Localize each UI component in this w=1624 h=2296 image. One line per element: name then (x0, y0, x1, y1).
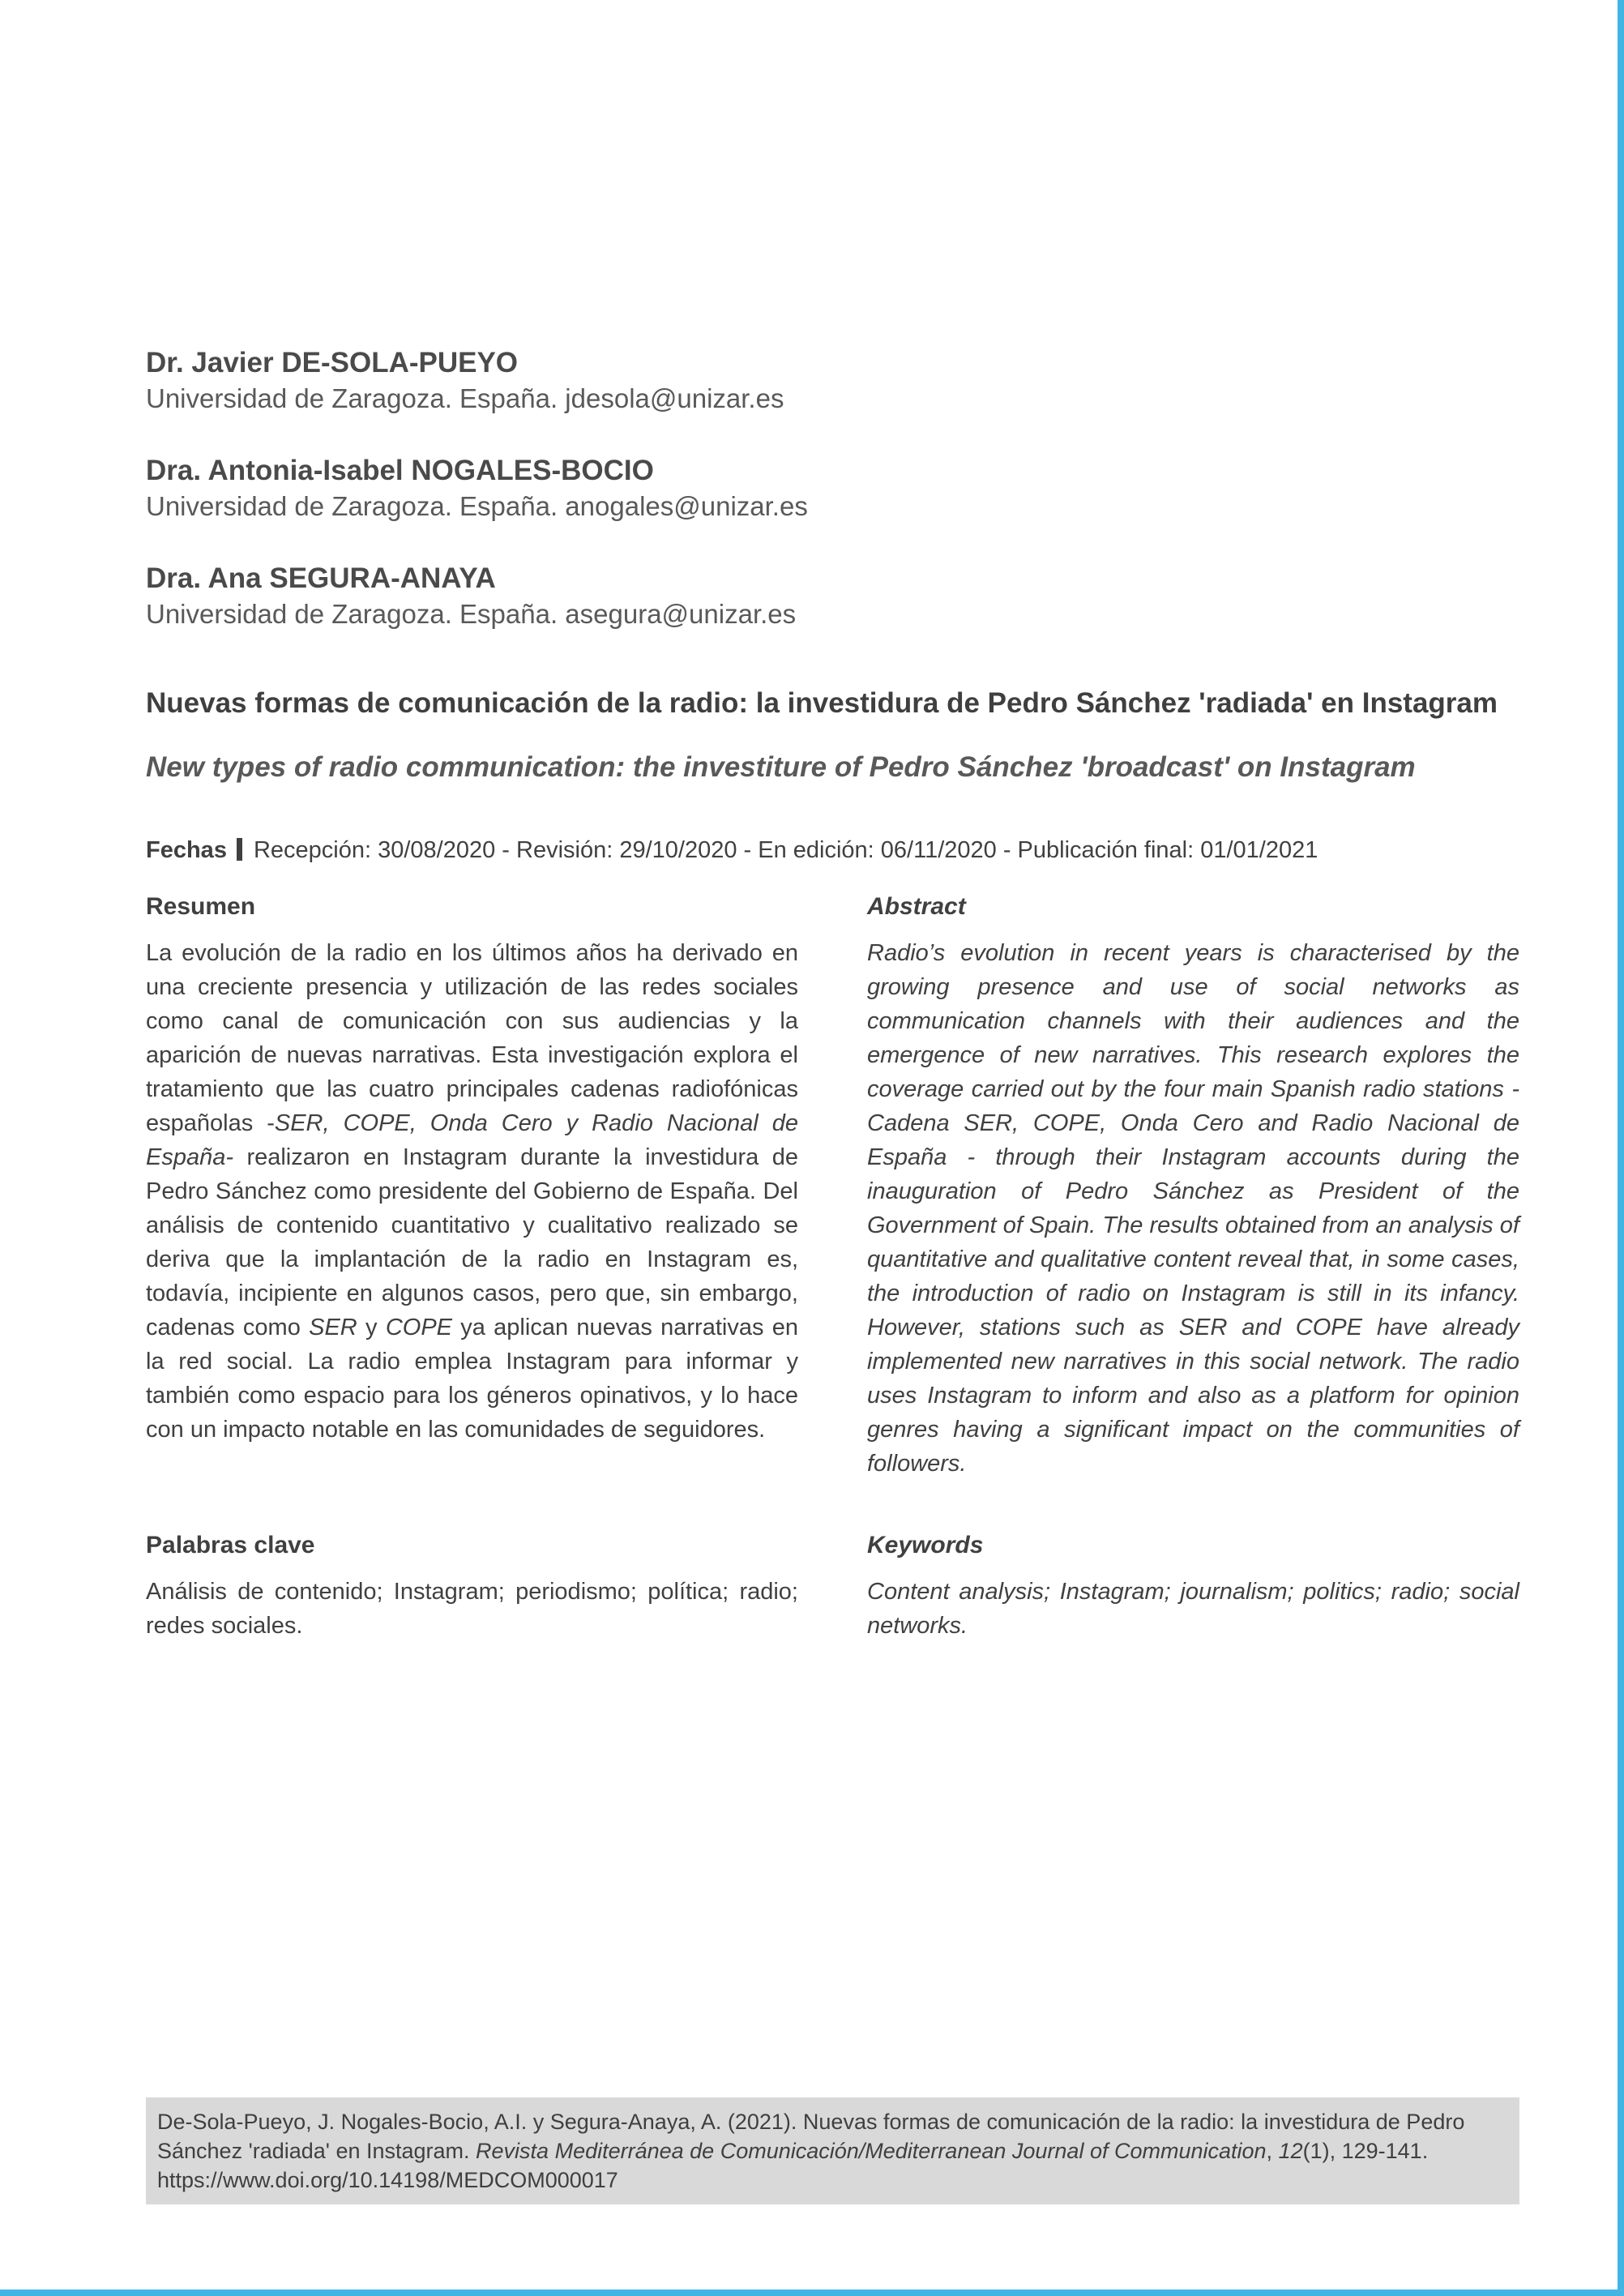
keywords-heading: Keywords (867, 1532, 984, 1558)
text-segment: ya aplican nuevas narrativas en la red social. La radio emplea Instagram para informar y también como espacio para los géneros opinativos, y lo hace con un impacto notable en las comunidades de seguidores. (146, 1315, 798, 1443)
text-segment: COPE (385, 1315, 452, 1340)
author-name: Dra. Antonia-Isabel NOGALES-BOCIO (146, 455, 654, 486)
article-title-spanish: Nuevas formas de comunicación de la radio: la investidura de Pedro Sánchez 'radiada' en Instagram (146, 687, 1498, 719)
dates-label: Fechas (146, 837, 227, 863)
abstract-heading: Abstract (867, 893, 966, 920)
dates-separator-bar (237, 838, 242, 861)
author-name: Dra. Ana SEGURA-ANAYA (146, 562, 496, 594)
palabras-clave-body: Análisis de contenido; Instagram; periodismo; política; radio; redes sociales. (146, 1579, 798, 1639)
text-segment: , (1266, 2139, 1279, 2163)
text-segment: SER (309, 1315, 357, 1340)
text-segment: De-Sola-Pueyo, J. Nogales-Bocio, A.I. y Segura-Anaya, A. (2021). Nuevas formas de comunicación de la radio: la investidura de Pedro Sánchez 'radiada' en Instagram. (157, 2110, 1465, 2163)
author-affiliation: Universidad de Zaragoza. España. jdesola@unizar.es (146, 383, 784, 413)
resumen-body (146, 936, 798, 1481)
author-name: Dr. Javier DE-SOLA-PUEYO (146, 347, 519, 378)
text-segment: realizaron en Instagram durante la investidura de Pedro Sánchez como presidente del Gobierno de España. Del análisis de contenido cuantitativo y cualitativo realizado se deriva que la implantación de la radio en Instagram es, todavía, incipiente en algunos casos, pero que, sin embargo, cadenas como (146, 1144, 798, 1340)
palabras-clave-heading: Palabras clave (146, 1532, 315, 1558)
resumen-heading: Resumen (146, 893, 256, 920)
text-segment: Revista Mediterránea de Comunicación/Mediterranean Journal of Communication (476, 2139, 1267, 2163)
author-block (146, 559, 1519, 631)
text-segment: La evolución de la radio en los últimos años ha derivado en una creciente presencia y utilización de las redes sociales como canal de comunicación con sus audiencias y la aparición de nuevas narrativas. Esta investigación explora el tratamiento que las cuatro principales cadenas radiofónicas españolas - (146, 940, 798, 1136)
dates-line (146, 834, 1519, 866)
accent-line-bottom (0, 2290, 1624, 2296)
author-block (146, 344, 1519, 415)
text-segment: SER, COPE, Onda Cero y Radio Nacional de España- (146, 1110, 798, 1170)
citation-box (146, 2097, 1519, 2204)
author-affiliation: Universidad de Zaragoza. España. asegura@unizar.es (146, 599, 797, 629)
text-segment: (1), 129-141. (1302, 2139, 1429, 2163)
article-title-english: New types of radio communication: the investiture of Pedro Sánchez 'broadcast' on Instagram (146, 751, 1416, 783)
author-affiliation: Universidad de Zaragoza. España. anogales@unizar.es (146, 491, 808, 521)
text-segment: y (357, 1315, 386, 1340)
text-segment: 12 (1278, 2139, 1303, 2163)
abstract-section (146, 891, 1519, 1643)
accent-line-right (1618, 0, 1624, 2296)
doi-link[interactable]: https://www.doi.org/10.14198/MEDCOM000017 (157, 2168, 618, 2192)
author-block (146, 451, 1519, 523)
abstract-body: Radio’s evolution in recent years is characterised by the growing presence and use of social networks as communication channels with their audiences and the emergence of new narratives. This research explores the coverage carried out by the four main Spanish radio stations - Cadena SER, COPE, Onda Cero and Radio Nacional de España - through their Instagram accounts during the inauguration of Pedro Sánchez as President of the Government of Spain. The results obtained from an analysis of quantitative and qualitative content reveal that, in some cases, the introduction of radio on Instagram is still in its infancy. However, stations such as SER and COPE have already implemented new narratives in this social network. The radio uses Instagram to inform and also as a platform for opinion genres having a significant impact on the communities of followers. (867, 940, 1519, 1477)
page-content (146, 344, 1519, 1643)
dates-text: Recepción: 30/08/2020 - Revisión: 29/10/2020 - En edición: 06/11/2020 - Publicación final: 01/01/2021 (253, 837, 1318, 863)
keywords-body: Content analysis; Instagram; journalism; politics; radio; social networks. (867, 1579, 1519, 1639)
